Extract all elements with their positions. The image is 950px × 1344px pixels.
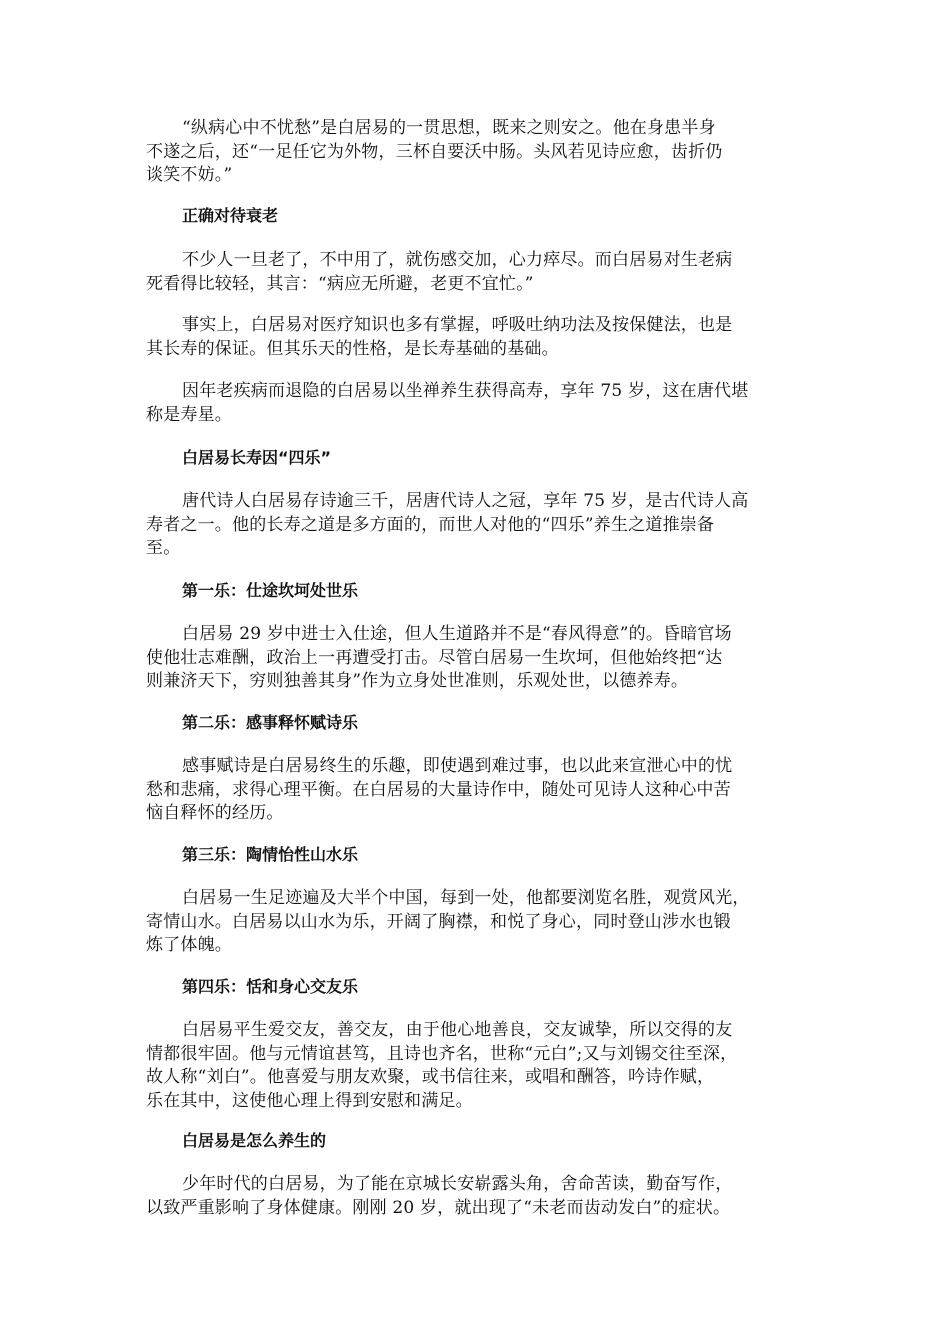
text-line: 不少人一旦老了，不中用了，就伤感交加，心力瘁尽。而白居易对生老病 (182, 250, 733, 270)
text-line: 乐在其中，这使他心理上得到安慰和满足。 (146, 1090, 473, 1111)
text-line: 寄情山水。白居易以山水为乐，开阔了胸襟，和悦了身心，同时登山涉水也锻 (146, 911, 731, 932)
paragraph-youth-health (146, 1173, 812, 1220)
section-heading: 第一乐：仕途坎坷处世乐 (182, 581, 359, 600)
paragraph-longevity (146, 380, 812, 427)
section-heading: 第四乐：恬和身心交友乐 (182, 977, 359, 996)
text-line: 其长寿的保证。但其乐天的性格，是长寿基础的基础。 (146, 338, 559, 359)
text-line: 不遂之后，还“一足任它为外物，三杯自要沃中肠。头风若见诗应愈，齿折仍 (146, 141, 723, 162)
text-line: 至。 (146, 538, 181, 558)
paragraph-second-joy (146, 755, 812, 826)
paragraph-third-joy (146, 887, 812, 958)
text-line: 唐代诗人白居易存诗逾三千，居唐代诗人之冠，享年 75 岁，是古代诗人高 (182, 491, 749, 511)
section-heading: 第二乐：感事释怀赋诗乐 (182, 713, 359, 732)
text-line: 白居易一生足迹遍及大半个中国，每到一处，他都要浏览名胜，观赏风光， (182, 888, 750, 908)
text-line: 故人称“刘白”。他喜爱与朋友欢聚，或书信往来，或唱和酬答，吟诗作赋， (146, 1067, 715, 1087)
text-line: 死看得比较轻，其言：“病应无所避，老更不宜忙。” (146, 273, 534, 294)
paragraph-fourth-joy (146, 1019, 812, 1113)
text-line: 白居易 29 岁中进士入仕途，但人生道路并不是“春风得意”的。昏暗官场 (182, 624, 732, 644)
text-line: 使他壮志难酬，政治上一再遭受打击。尽管白居易一生坎坷，但他始终把“达 (146, 647, 723, 668)
text-line: 则兼济天下，穷则独善其身”作为立身处世准则，乐观处世，以德养寿。 (146, 671, 689, 691)
text-line: 谈笑不妨。” (146, 165, 233, 185)
paragraph-first-joy (146, 623, 812, 694)
text-line: 少年时代的白居易，为了能在京城长安崭露头角，舍命苦读，勤奋写作， (182, 1174, 733, 1194)
text-line: 情都很牢固。他与元情谊甚笃，且诗也齐名，世称“元白”;又与刘锡交往至深， (146, 1043, 738, 1064)
text-line: 称是寿星。 (146, 404, 232, 425)
text-line: 感事赋诗是白居易终生的乐趣，即使遇到难过事，也以此来宣泄心中的忧 (182, 756, 733, 776)
text-line: 愁和悲痛，求得心理平衡。在白居易的大量诗作中，随处可见诗人这种心中苦 (146, 779, 731, 800)
paragraph-illness-attitude (146, 117, 812, 188)
text-line: “纵病心中不忧愁”是白居易的一贯思想，既来之则安之。他在身患半身 (182, 118, 716, 138)
text-line: 寿者之一。他的长寿之道是多方面的，而世人对他的“四乐”养生之道推崇备 (146, 514, 715, 535)
section-heading: 第三乐：陶情怡性山水乐 (182, 845, 359, 864)
text-line: 恼自释怀的经历。 (146, 803, 284, 823)
section-heading: 正确对待衰老 (182, 206, 279, 225)
text-line: 白居易平生爱交友，善交友，由于他心地善良，交友诚挚，所以交得的友 (182, 1020, 733, 1040)
paragraph-four-joys-intro (146, 490, 812, 561)
paragraph-medical-knowledge (146, 314, 812, 361)
section-heading: 白居易是怎么养生的 (182, 1131, 327, 1150)
text-line: 以致严重影响了身体健康。刚刚 20 岁，就出现了“未老而齿动发白”的症状。 (146, 1197, 731, 1218)
text-line: 因年老疾病而退隐的白居易以坐禅养生获得高寿，享年 75 岁，这在唐代堪 (182, 381, 749, 401)
text-line: 炼了体魄。 (146, 935, 232, 955)
paragraph-aging (146, 249, 812, 296)
text-line: 事实上，白居易对医疗知识也多有掌握，呼吸吐纳功法及按保健法，也是 (182, 315, 733, 335)
section-heading: 白居易长寿因“四乐” (182, 448, 332, 467)
